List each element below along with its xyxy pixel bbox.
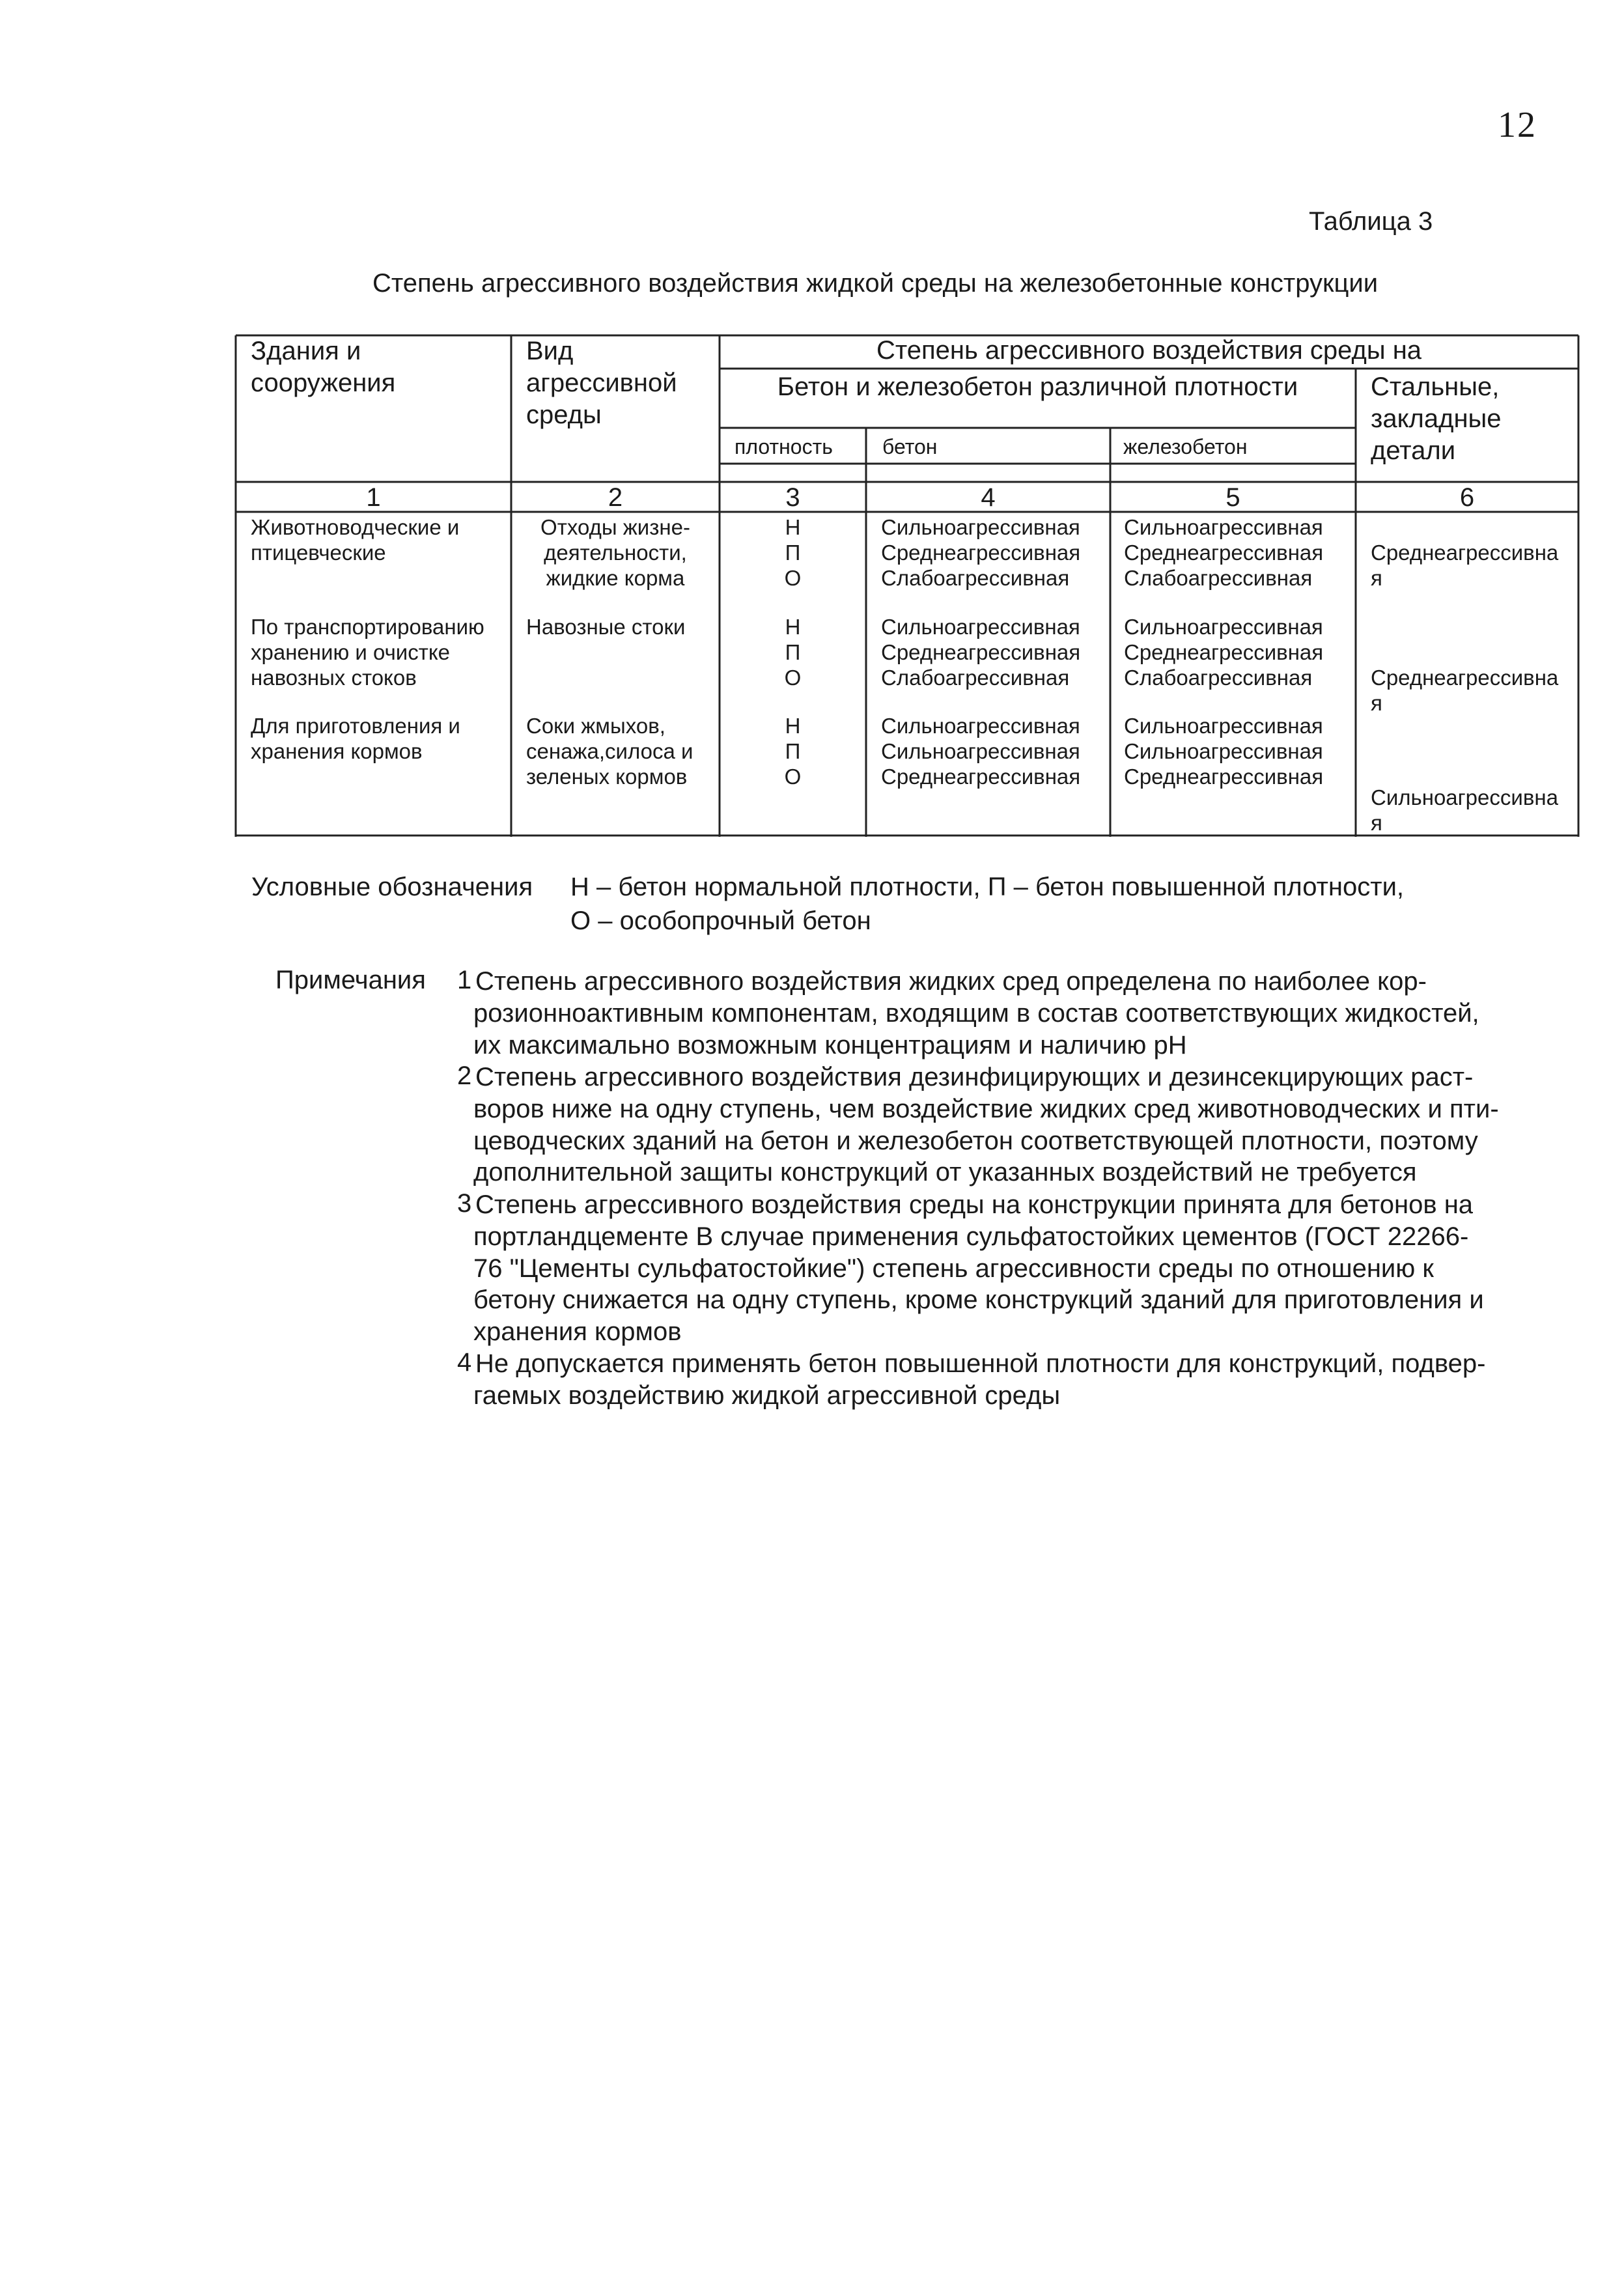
- row-1-medium-line-2: деятельности,: [544, 540, 687, 565]
- row-2-beton: [881, 615, 1080, 691]
- row-1-rc: [1124, 515, 1323, 591]
- row-3-density-p: П: [785, 738, 801, 763]
- row-1-beton-p: Среднеагрессивная: [881, 540, 1081, 565]
- row-3-building: [251, 714, 460, 765]
- note-1: [475, 966, 1479, 1061]
- row-2-building-line-1: По транспортированию: [251, 615, 484, 639]
- header-medium-line-2: агрессивной: [526, 368, 677, 397]
- row-1-steel-line-1: Среднеагрессивна: [1371, 541, 1559, 565]
- row-2-density-n: Н: [785, 615, 801, 639]
- row-3-steel-line-1: Сильноагрессивна: [1371, 785, 1558, 809]
- row-3-beton-n: Сильноагрессивная: [881, 714, 1080, 738]
- header-steel-line-3: детали: [1371, 436, 1456, 465]
- row-1-building: [251, 515, 459, 566]
- row-1-building-line-1: Животноводческие и: [251, 515, 460, 539]
- note-2: [475, 1061, 1499, 1188]
- row-2-medium-line-1: Навозные стоки: [526, 615, 686, 639]
- header-steel-line-1: Стальные,: [1371, 372, 1500, 401]
- row-2-beton-o: Слабоагрессивная: [881, 665, 1070, 690]
- header-medium: [526, 335, 677, 430]
- row-3-rc-o: Среднеагрессивная: [1124, 764, 1324, 789]
- row-3-steel: [1371, 785, 1558, 836]
- note-3-line-1: Степень агрессивного воздействия среды на конструкции принята для бетонов на: [475, 1190, 1474, 1219]
- row-2-beton-p: Среднеагрессивная: [881, 639, 1081, 664]
- page-number: 12: [1498, 105, 1537, 145]
- row-2-steel-line-1: Среднеагрессивна: [1371, 666, 1559, 690]
- row-3-density: [720, 714, 866, 790]
- note-2-line-3: цеводческих зданий на бетон и железобетон соответствующей плотности, поэтому: [473, 1126, 1478, 1155]
- note-4: [475, 1348, 1485, 1412]
- row-2-building-line-2: хранению и очистке: [251, 639, 450, 664]
- row-3-rc-n: Сильноагрессивная: [1124, 714, 1323, 738]
- row-3-beton-p: Сильноагрессивная: [881, 738, 1080, 763]
- row-1-density-n: Н: [785, 515, 801, 539]
- row-1-building-line-2: птицевческие: [251, 540, 386, 565]
- col-number-5: 5: [1225, 483, 1240, 512]
- row-2-density-p: П: [785, 639, 801, 664]
- note-3-number: 3: [457, 1189, 472, 1218]
- notes-label: Примечания: [275, 966, 426, 994]
- row-1-medium-line-1: Отходы жизне-: [540, 515, 690, 539]
- row-1-density-o: О: [784, 565, 802, 590]
- header-degree: Степень агрессивного воздействия среды на: [876, 336, 1422, 365]
- note-1-line-3: их максимально возможным концентрациям и наличию pH: [473, 1030, 1187, 1060]
- note-1-line-2: розионноактивным компонентам, входящим в состав соответствующих жидкостей,: [473, 998, 1479, 1028]
- row-3-rc-p: Сильноагрессивная: [1124, 738, 1323, 763]
- note-2-line-2: воров ниже на одну ступень, чем воздействие жидких сред животноводческих и пти-: [473, 1094, 1499, 1123]
- note-2-number: 2: [457, 1061, 472, 1090]
- legend-line-1: Н – бетон нормальной плотности, П – бетон повышенной плотности,: [570, 873, 1405, 901]
- header-beton: бетон: [882, 435, 938, 458]
- row-2-rc: [1124, 615, 1323, 691]
- row-3-building-line-2: хранения кормов: [251, 738, 423, 763]
- table-label: Таблица 3: [1309, 207, 1433, 236]
- row-3-beton-o: Среднеагрессивная: [881, 764, 1081, 789]
- col-number-6: 6: [1459, 483, 1475, 512]
- row-1-beton-n: Сильноагрессивная: [881, 515, 1080, 539]
- note-4-number: 4: [457, 1348, 472, 1377]
- row-2-building-line-3: навозных стоков: [251, 665, 417, 690]
- legend-line-2: О – особопрочный бетон: [570, 906, 871, 935]
- header-medium-line-1: Вид: [526, 337, 574, 365]
- row-2-density-o: О: [784, 665, 802, 690]
- legend-text: [570, 870, 1404, 938]
- row-3-medium-line-1: Соки жмыхов,: [526, 714, 665, 738]
- row-2-rc-p: Среднеагрессивная: [1124, 639, 1324, 664]
- col-number-4: 4: [981, 483, 996, 512]
- row-3-medium: [526, 714, 693, 790]
- header-concrete: Бетон и железобетон различной плотности: [777, 372, 1298, 401]
- header-steel-line-2: закладные: [1371, 404, 1502, 433]
- note-1-line-1: Степень агрессивного воздействия жидких сред определена по наиболее кор-: [475, 967, 1427, 996]
- row-3-building-line-1: Для приготовления и: [251, 714, 460, 738]
- note-3-line-2: портландцементе В случае применения сульфатостойких цементов (ГОСТ 22266-: [473, 1222, 1469, 1251]
- row-2-rc-n: Сильноагрессивная: [1124, 615, 1323, 639]
- row-1-steel: [1371, 541, 1558, 591]
- note-3-line-3: 76 "Цементы сульфатостойкие") степень агрессивности среды по отношению к: [473, 1254, 1434, 1283]
- row-3-rc: [1124, 714, 1323, 790]
- col-number-3: 3: [785, 483, 800, 512]
- row-2-steel-line-2: я: [1371, 690, 1382, 715]
- row-1-rc-n: Сильноагрессивная: [1124, 515, 1323, 539]
- header-buildings-line-2: сооружения: [251, 368, 396, 397]
- row-2-steel: [1371, 666, 1558, 716]
- row-1-density: [720, 515, 866, 591]
- row-1-medium-line-3: жидкие корма: [546, 565, 685, 590]
- row-1-beton: [881, 515, 1080, 591]
- row-3-density-n: Н: [785, 714, 801, 738]
- header-medium-line-3: среды: [526, 400, 602, 429]
- row-2-density: [720, 615, 866, 691]
- row-3-beton: [881, 714, 1080, 790]
- row-2-medium: [526, 615, 685, 640]
- header-buildings-line-1: Здания и: [251, 337, 361, 365]
- table-title: Степень агрессивного воздействия жидкой среды на железобетонные конструкции: [372, 269, 1379, 298]
- header-steel: [1371, 371, 1502, 466]
- row-2-rc-o: Слабоагрессивная: [1124, 665, 1313, 690]
- row-1-steel-line-2: я: [1371, 565, 1382, 590]
- row-3-medium-line-3: зеленых кормов: [526, 764, 688, 789]
- legend-label: Условные обозначения: [251, 873, 533, 901]
- col-number-1: 1: [366, 483, 381, 512]
- row-1-rc-o: Слабоагрессивная: [1124, 565, 1313, 590]
- note-4-line-1: Не допускается применять бетон повышенной плотности для конструкций, подвер-: [475, 1349, 1486, 1378]
- row-1-density-p: П: [785, 540, 801, 565]
- note-3-line-4: бетону снижается на одну ступень, кроме конструкций зданий для приготовления и: [473, 1285, 1484, 1315]
- header-buildings: [251, 335, 395, 399]
- note-3: [475, 1189, 1484, 1348]
- row-1-rc-p: Среднеагрессивная: [1124, 540, 1324, 565]
- col-number-2: 2: [608, 483, 623, 512]
- note-4-line-2: гаемых воздействию жидкой агрессивной среды: [473, 1381, 1061, 1410]
- row-1-beton-o: Слабоагрессивная: [881, 565, 1070, 590]
- row-1-medium: [511, 515, 720, 591]
- row-3-steel-line-2: я: [1371, 810, 1382, 835]
- row-3-density-o: О: [784, 764, 802, 789]
- note-3-line-5: хранения кормов: [473, 1317, 682, 1347]
- row-3-medium-line-2: сенажа,силоса и: [526, 738, 693, 763]
- note-2-line-1: Степень агрессивного воздействия дезинфицирующих и дезинсекцирующих раст-: [475, 1063, 1474, 1091]
- note-1-number: 1: [457, 966, 472, 994]
- header-rc: железобетон: [1123, 435, 1248, 458]
- row-2-beton-n: Сильноагрессивная: [881, 615, 1080, 639]
- row-2-building: [251, 615, 484, 691]
- header-density: плотность: [735, 435, 833, 458]
- note-2-line-4: дополнительной защиты конструкций от указанных воздействий не требуется: [473, 1158, 1417, 1187]
